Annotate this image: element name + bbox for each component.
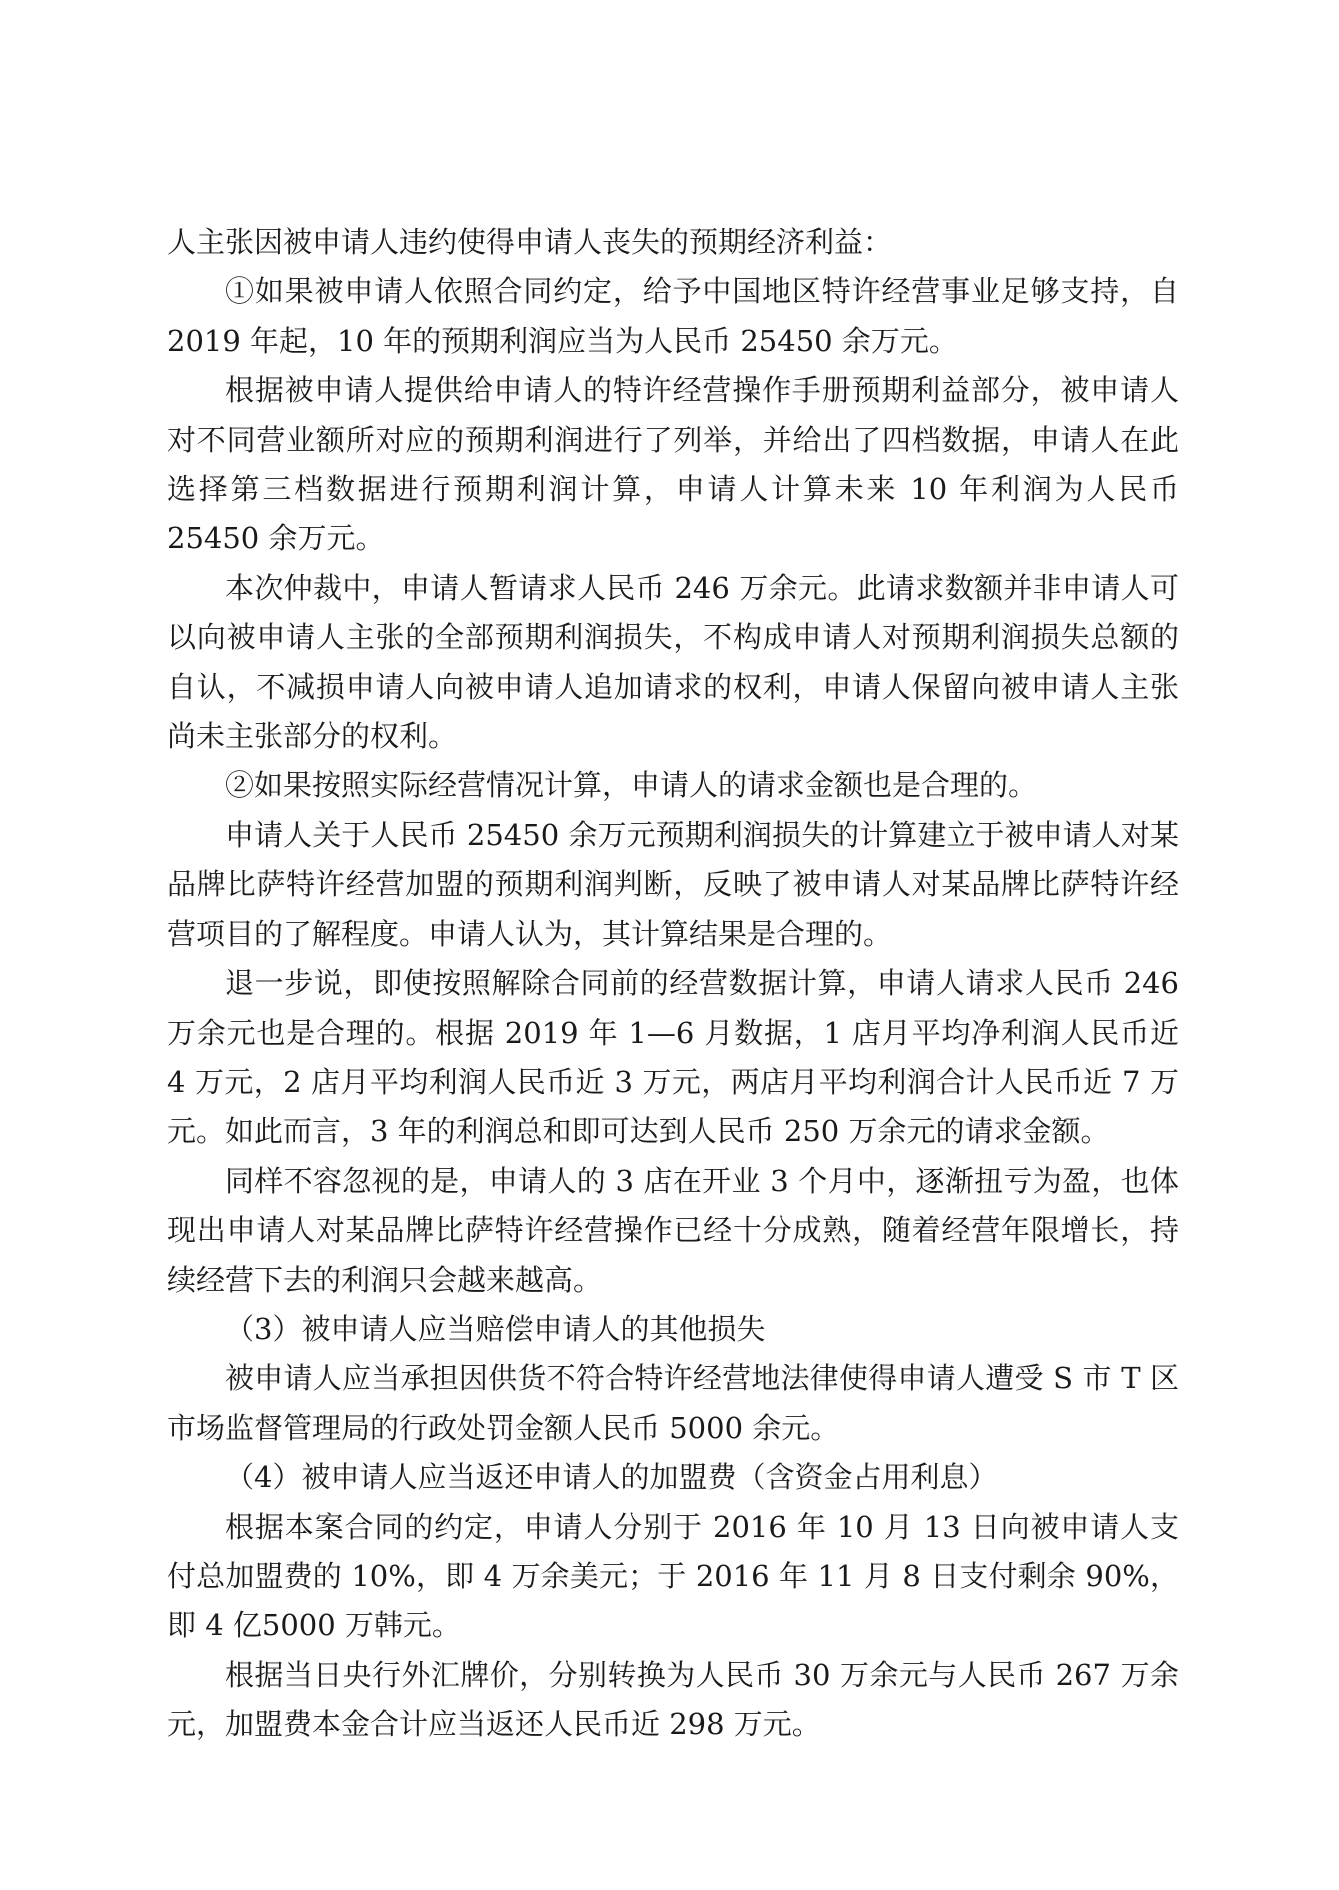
- paragraph: 根据本案合同的约定，申请人分别于 2016 年 10 月 13 日向被申请人支付总加盟费的 10%，即 4 万余美元；于 2016 年 11 月 8 日支付剩余 90%，即 4 亿5000 万韩元。: [167, 1509, 1179, 1643]
- paragraph: 申请人关于人民币 25450 余万元预期利润损失的计算建立于被申请人对某品牌比萨特许经营加盟的预期利润判断，反映了被申请人对某品牌比萨特许经营项目的了解程度。申请人认为，其计算结果是合理的。: [167, 817, 1179, 951]
- paragraph: ①如果被申请人依照合同约定，给予中国地区特许经营事业足够支持，自2019 年起，10 年的预期利润应当为人民币 25450 余万元。: [167, 274, 1179, 358]
- section-heading: （4）被申请人应当返还申请人的加盟费（含资金占用利息）: [225, 1460, 998, 1495]
- section-heading: （3）被申请人应当赔偿申请人的其他损失: [225, 1311, 766, 1346]
- paragraph: 人主张因被申请人违约使得申请人丧失的预期经济利益：: [167, 225, 893, 259]
- paragraph: 同样不容忽视的是，申请人的 3 店在开业 3 个月中，逐渐扭亏为盈，也体现出申请人对某品牌比萨特许经营操作已经十分成熟，随着经营年限增长，持续经营下去的利润只会越来越高。: [167, 1163, 1179, 1297]
- paragraph: 根据当日央行外汇牌价，分别转换为人民币 30 万余元与人民币 267 万余元，加盟费本金合计应当返还人民币近 298 万元。: [167, 1657, 1179, 1742]
- paragraph: 本次仲裁中，申请人暂请求人民币 246 万余元。此请求数额并非申请人可以向被申请人主张的全部预期利润损失，不构成申请人对预期利润损失总额的自认，不减损申请人向被申请人追加请求的权利，申请人保留向被申请人主张尚未主张部分的权利。: [167, 570, 1179, 754]
- paragraph: 被申请人应当承担因供货不符合特许经营地法律使得申请人遭受 S 市 T 区市场监督管理局的行政处罚金额人民币 5000 余元。: [167, 1361, 1179, 1445]
- paragraph: ②如果按照实际经营情况计算，申请人的请求金额也是合理的。: [225, 768, 1038, 803]
- paragraph: 退一步说，即使按照解除合同前的经营数据计算，申请人请求人民币 246 万余元也是合理的。根据 2019 年 1—6 月数据，1 店月平均净利润人民币近 4 万元，2 店月平均利润人民币近 3 万元，两店月平均利润合计人民币近 7 万元。如此而言，3 年的利润总和即可达到人民币 250 万余元的请求金额。: [167, 966, 1179, 1149]
- paragraph: 根据被申请人提供给申请人的特许经营操作手册预期利益部分，被申请人对不同营业额所对应的预期利润进行了列举，并给出了四档数据，申请人在此选择第三档数据进行预期利润计算，申请人计算未来 10 年利润为人民币 25450 余万元。: [167, 373, 1179, 556]
- document-body: [167, 218, 1179, 1750]
